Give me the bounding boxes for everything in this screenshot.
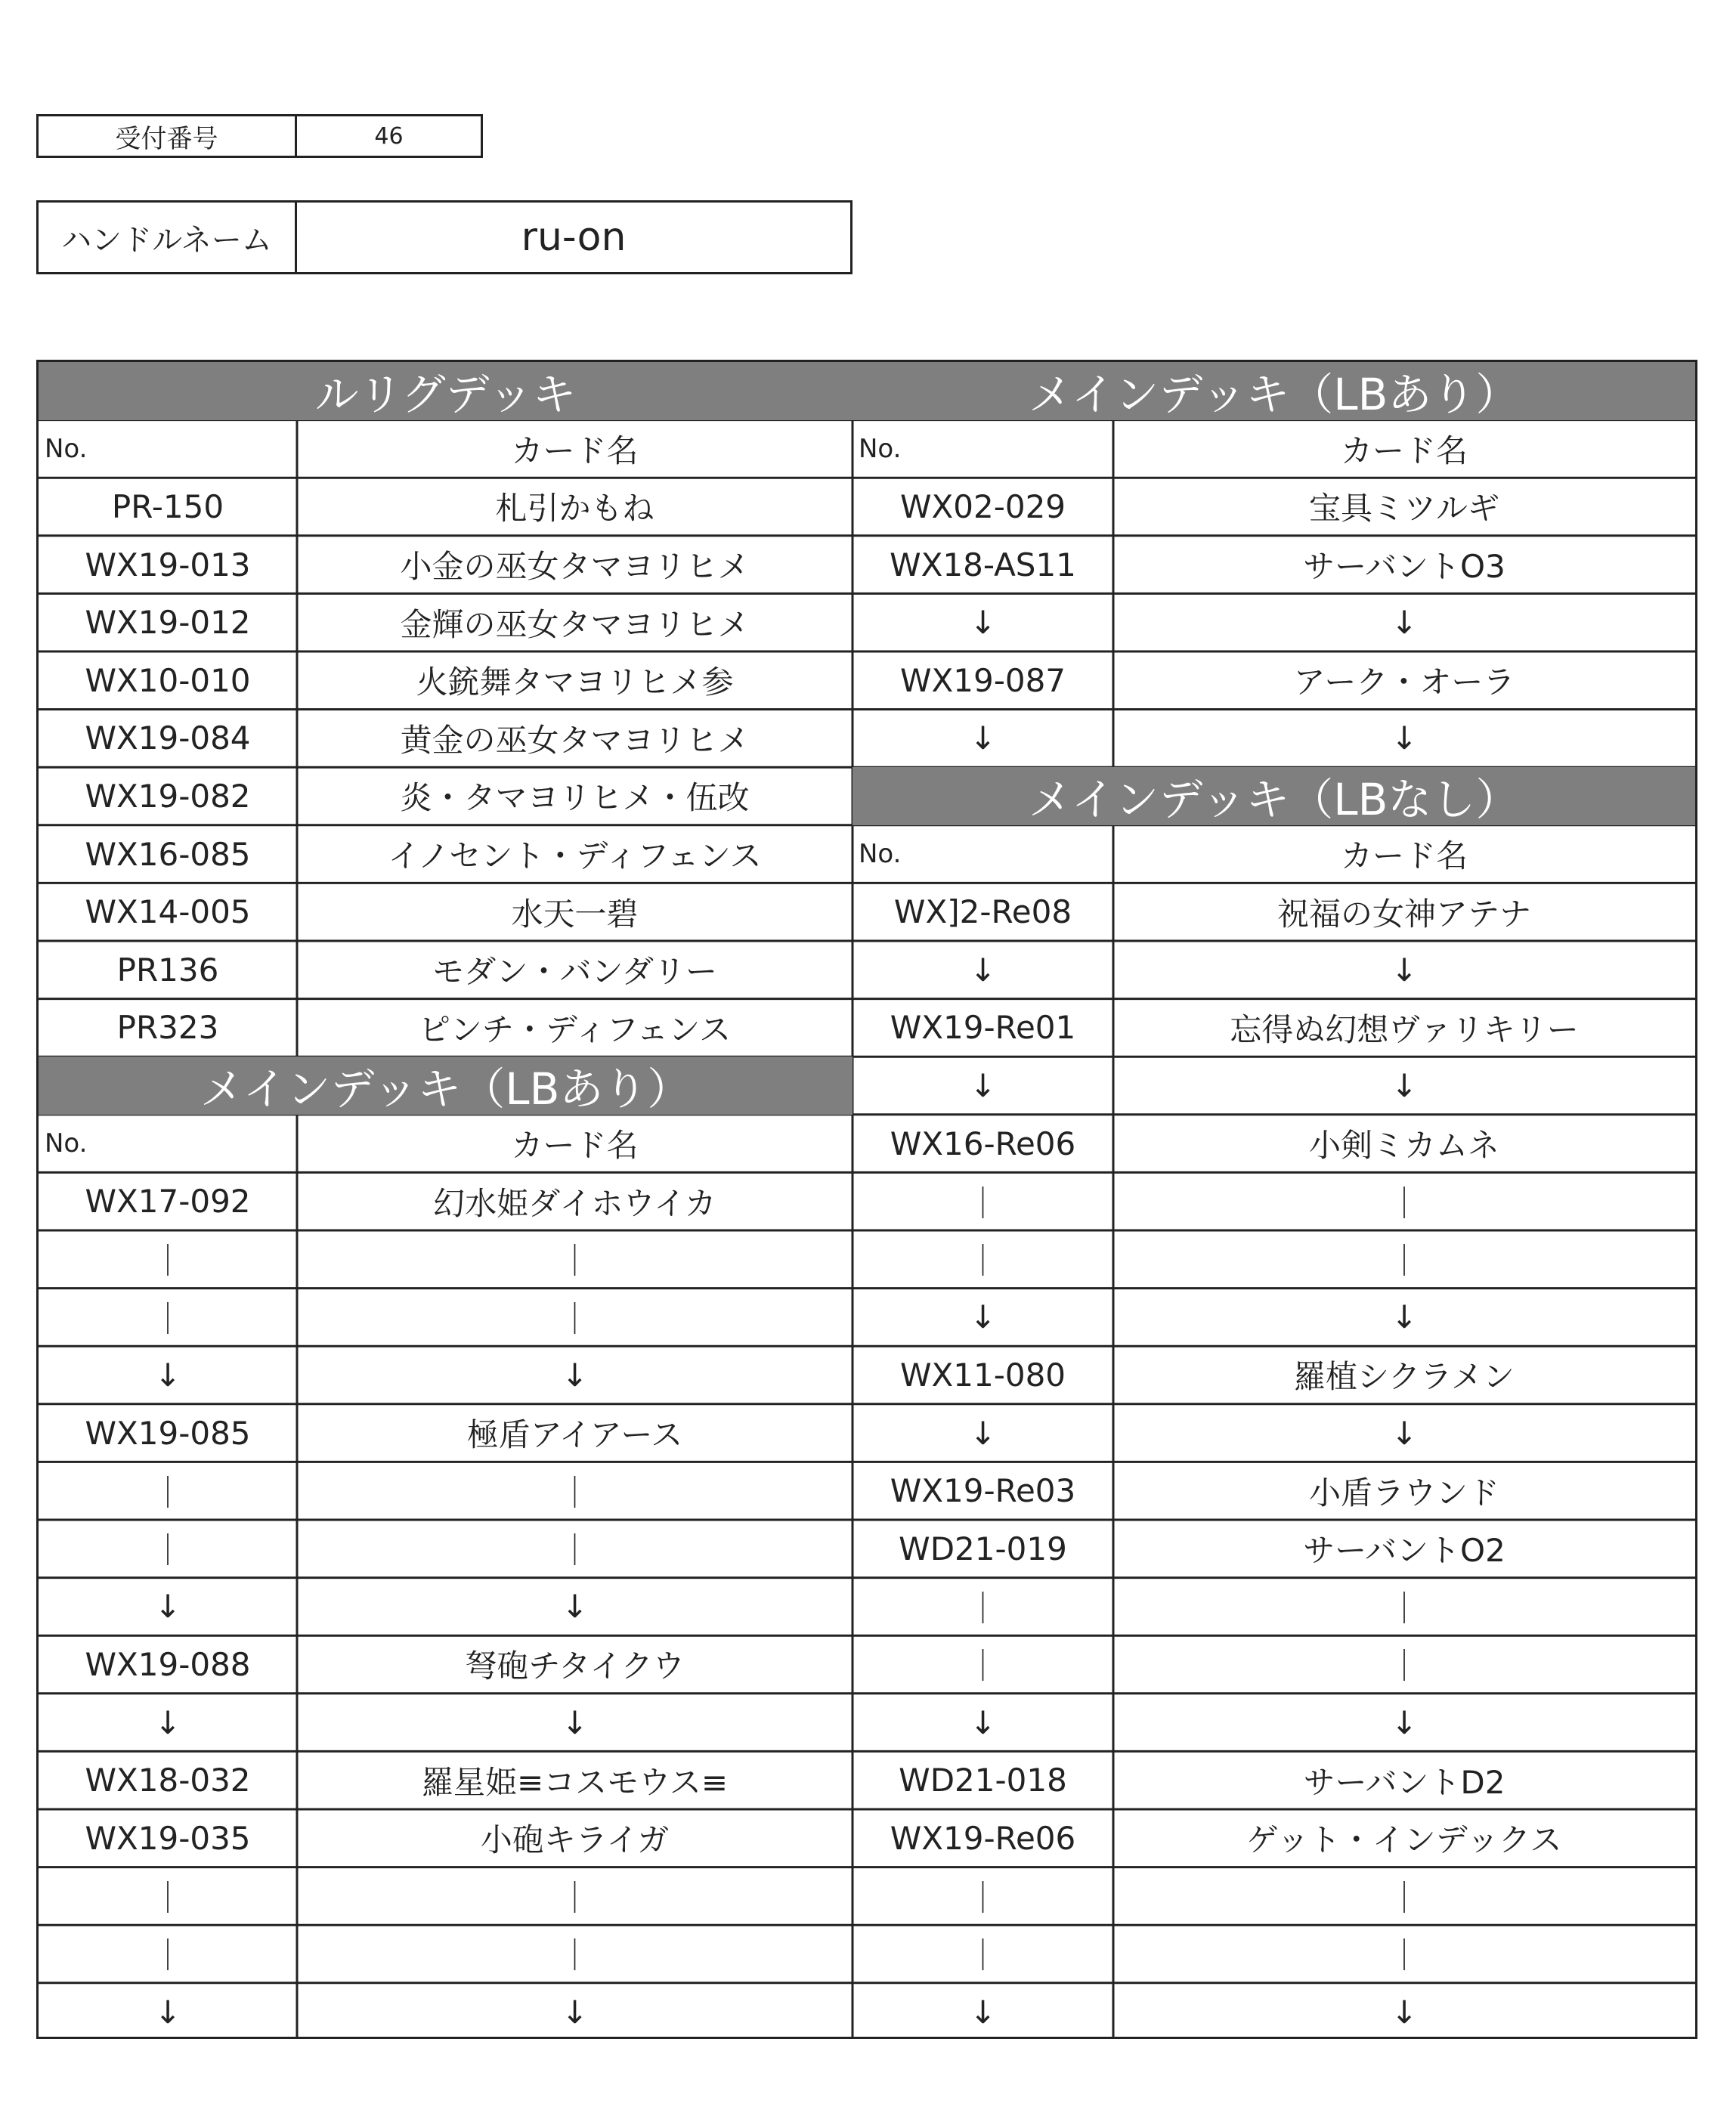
- lrig-card-name: 水天一碧: [511, 895, 639, 933]
- main-lb-left-card-name: ｜: [559, 1300, 591, 1338]
- main-no-lb-card-number: WD21-018: [899, 1762, 1067, 1799]
- main-lb-left-col-name-header: カード名: [511, 1127, 639, 1165]
- main-lb-right-card-number: WX18-AS11: [890, 546, 1076, 583]
- deck-list-table: [36, 360, 1697, 2039]
- reception-number-label: 受付番号: [39, 116, 297, 156]
- main-lb-right-section-header: メインデッキ（LBあり）: [853, 362, 1695, 420]
- lrig-card-name: 炎・タマヨリヒメ・伍改: [400, 779, 750, 817]
- lrig-card-number: PR-150: [111, 487, 224, 525]
- main-lb-right-card-number: WX19-087: [899, 661, 1066, 699]
- main-no-lb-card-name: ｜: [1388, 1937, 1420, 1975]
- main-no-lb-card-number: ↓: [969, 1703, 997, 1741]
- main-no-lb-card-name: サーバントO2: [1303, 1532, 1505, 1570]
- main-lb-left-card-name: ｜: [559, 1242, 591, 1280]
- main-no-lb-card-name: ｜: [1388, 1648, 1420, 1685]
- lrig-card-name: 小金の巫女タマヨリヒメ: [400, 548, 750, 586]
- main-lb-left-card-name: ↓: [561, 1703, 589, 1741]
- main-lb-left-card-number: WX19-035: [85, 1819, 251, 1857]
- main-no-lb-col-name-header: カード名: [1340, 837, 1468, 875]
- lrig-card-name: 黄金の巫女タマヨリヒメ: [400, 721, 750, 759]
- main-no-lb-card-number: WD21-019: [899, 1530, 1067, 1567]
- main-lb-right-card-name: 宝具ミツルギ: [1308, 490, 1499, 528]
- main-lb-left-card-name: ↓: [561, 1588, 589, 1626]
- main-no-lb-card-number: ↓: [969, 1414, 997, 1452]
- main-lb-left-section-header: メインデッキ（LBあり）: [39, 1057, 853, 1115]
- main-lb-left-card-number: ↓: [154, 1993, 181, 2031]
- lrig-card-name: ピンチ・ディフェンス: [418, 1010, 732, 1048]
- main-no-lb-card-name: ↓: [1391, 1703, 1418, 1741]
- main-lb-right-card-name: サーバントO3: [1303, 548, 1505, 586]
- main-lb-left-card-name: ｜: [559, 1879, 591, 1917]
- main-no-lb-card-number: ｜: [967, 1648, 999, 1685]
- main-lb-left-card-name: 羅星姫≡コスモウス≡: [421, 1763, 729, 1801]
- main-lb-left-card-name: 極盾アイアース: [466, 1416, 683, 1454]
- lrig-card-number: WX10-010: [85, 661, 251, 699]
- main-lb-left-card-number: WX19-088: [85, 1645, 251, 1683]
- main-lb-left-card-number: ｜: [151, 1242, 184, 1280]
- main-no-lb-card-name: 祝福の女神アテナ: [1276, 895, 1531, 933]
- main-no-lb-card-name: ｜: [1388, 1589, 1420, 1627]
- lrig-card-number: WX19-012: [85, 604, 251, 642]
- reception-number-box: [36, 114, 483, 158]
- main-lb-left-card-number: WX18-032: [85, 1762, 251, 1799]
- lrig-card-number: PR136: [116, 951, 219, 989]
- main-no-lb-card-name: ゲット・インデックス: [1246, 1821, 1562, 1859]
- main-no-lb-card-number: ｜: [967, 1589, 999, 1627]
- main-no-lb-card-name: ｜: [1388, 1184, 1420, 1222]
- main-lb-left-card-name: ↓: [561, 1993, 589, 2031]
- main-lb-left-card-name: ｜: [559, 1474, 591, 1511]
- main-lb-right-col-no-header: No.: [859, 433, 902, 464]
- main-lb-left-card-name: 弩砲チタイクウ: [465, 1648, 685, 1685]
- lrig-card-name: 金輝の巫女タマヨリヒメ: [400, 605, 750, 643]
- main-no-lb-card-number: ↓: [969, 1298, 997, 1336]
- main-lb-right-card-number: ↓: [969, 719, 997, 757]
- main-no-lb-card-name: 小剣ミカムネ: [1308, 1127, 1499, 1165]
- handle-name-label: ハンドルネーム: [39, 203, 297, 272]
- main-no-lb-card-name: 小盾ラウンド: [1308, 1474, 1499, 1511]
- main-no-lb-card-number: WX11-080: [899, 1356, 1066, 1394]
- lrig-card-name: モダン・バンダリー: [432, 953, 717, 991]
- main-no-lb-card-number: ↓: [969, 1066, 997, 1104]
- main-lb-left-card-number: ｜: [151, 1937, 184, 1975]
- main-lb-left-card-number: ｜: [151, 1300, 184, 1338]
- main-no-lb-card-number: WX19-Re03: [890, 1472, 1076, 1510]
- main-lb-left-card-name: ｜: [559, 1937, 591, 1975]
- handle-name-box: [36, 200, 853, 274]
- lrig-card-number: WX19-013: [85, 546, 251, 583]
- main-no-lb-card-number: ↓: [969, 951, 997, 989]
- main-no-lb-card-name: ↓: [1391, 1993, 1418, 2031]
- main-no-lb-card-name: ↓: [1391, 951, 1418, 989]
- lrig-section-header: ルリグデッキ: [39, 362, 853, 420]
- main-no-lb-card-number: ｜: [967, 1879, 999, 1917]
- reception-number-value: 46: [374, 122, 404, 150]
- main-no-lb-col-no-header: No.: [859, 839, 902, 870]
- main-no-lb-card-name: サーバントD2: [1303, 1763, 1505, 1801]
- main-lb-right-card-number: ↓: [969, 604, 997, 642]
- main-lb-left-card-number: ｜: [151, 1474, 184, 1511]
- main-lb-left-col-no-header: No.: [45, 1128, 88, 1159]
- main-no-lb-card-number: WX19-Re06: [890, 1819, 1076, 1857]
- main-no-lb-card-number: ｜: [967, 1184, 999, 1222]
- lrig-card-number: PR323: [116, 1009, 219, 1047]
- main-lb-right-card-number: WX02-029: [899, 487, 1066, 525]
- main-no-lb-card-number: ｜: [967, 1937, 999, 1975]
- main-no-lb-card-name: ↓: [1391, 1414, 1418, 1452]
- main-no-lb-card-number: WX16-Re06: [890, 1125, 1076, 1162]
- lrig-card-number: WX16-085: [85, 835, 251, 873]
- main-lb-left-card-number: WX17-092: [85, 1183, 251, 1221]
- main-no-lb-card-name: 忘得ぬ幻想ヴァリキリー: [1230, 1010, 1579, 1048]
- main-lb-left-card-number: ｜: [151, 1879, 184, 1917]
- main-lb-right-card-name: ↓: [1391, 604, 1418, 642]
- lrig-card-name: 火銃舞タマヨリヒメ参: [416, 664, 734, 701]
- main-no-lb-section-header: メインデッキ（LBなし）: [853, 767, 1695, 825]
- main-no-lb-card-name: ｜: [1388, 1242, 1420, 1280]
- lrig-card-name: イノセント・ディフェンス: [388, 837, 762, 875]
- lrig-card-number: WX19-082: [85, 777, 251, 815]
- main-lb-left-card-name: 小砲キライガ: [480, 1821, 670, 1859]
- main-no-lb-card-number: ↓: [969, 1993, 997, 2031]
- lrig-card-name: 札引かもね: [495, 490, 654, 528]
- main-no-lb-card-name: 羅植シクラメン: [1294, 1358, 1515, 1396]
- main-lb-left-card-number: ↓: [154, 1703, 181, 1741]
- main-lb-right-card-name: ↓: [1391, 719, 1418, 757]
- main-no-lb-card-name: ↓: [1391, 1066, 1418, 1104]
- main-no-lb-card-name: ↓: [1391, 1298, 1418, 1336]
- main-lb-left-card-number: ｜: [151, 1532, 184, 1570]
- lrig-col-no-header: No.: [45, 433, 88, 464]
- main-no-lb-card-name: ｜: [1388, 1879, 1420, 1917]
- main-lb-left-card-name: ｜: [559, 1532, 591, 1570]
- main-lb-left-card-number: WX19-085: [85, 1414, 251, 1452]
- lrig-col-name-header: カード名: [511, 432, 639, 469]
- main-no-lb-card-number: WX19-Re01: [890, 1009, 1076, 1047]
- lrig-card-number: WX14-005: [85, 893, 251, 931]
- main-lb-right-card-name: アーク・オーラ: [1293, 664, 1515, 701]
- main-lb-left-card-number: ↓: [154, 1588, 181, 1626]
- main-lb-left-card-name: 幻水姫ダイホウイカ: [433, 1184, 716, 1222]
- main-lb-right-col-name-header: カード名: [1340, 432, 1468, 469]
- handle-name-value: ru-on: [521, 215, 627, 260]
- main-no-lb-card-number: ｜: [967, 1242, 999, 1280]
- main-no-lb-card-number: WX]2-Re08: [893, 893, 1072, 931]
- main-lb-left-card-number: ↓: [154, 1356, 181, 1394]
- lrig-card-number: WX19-084: [85, 719, 251, 757]
- main-lb-left-card-name: ↓: [561, 1356, 589, 1394]
